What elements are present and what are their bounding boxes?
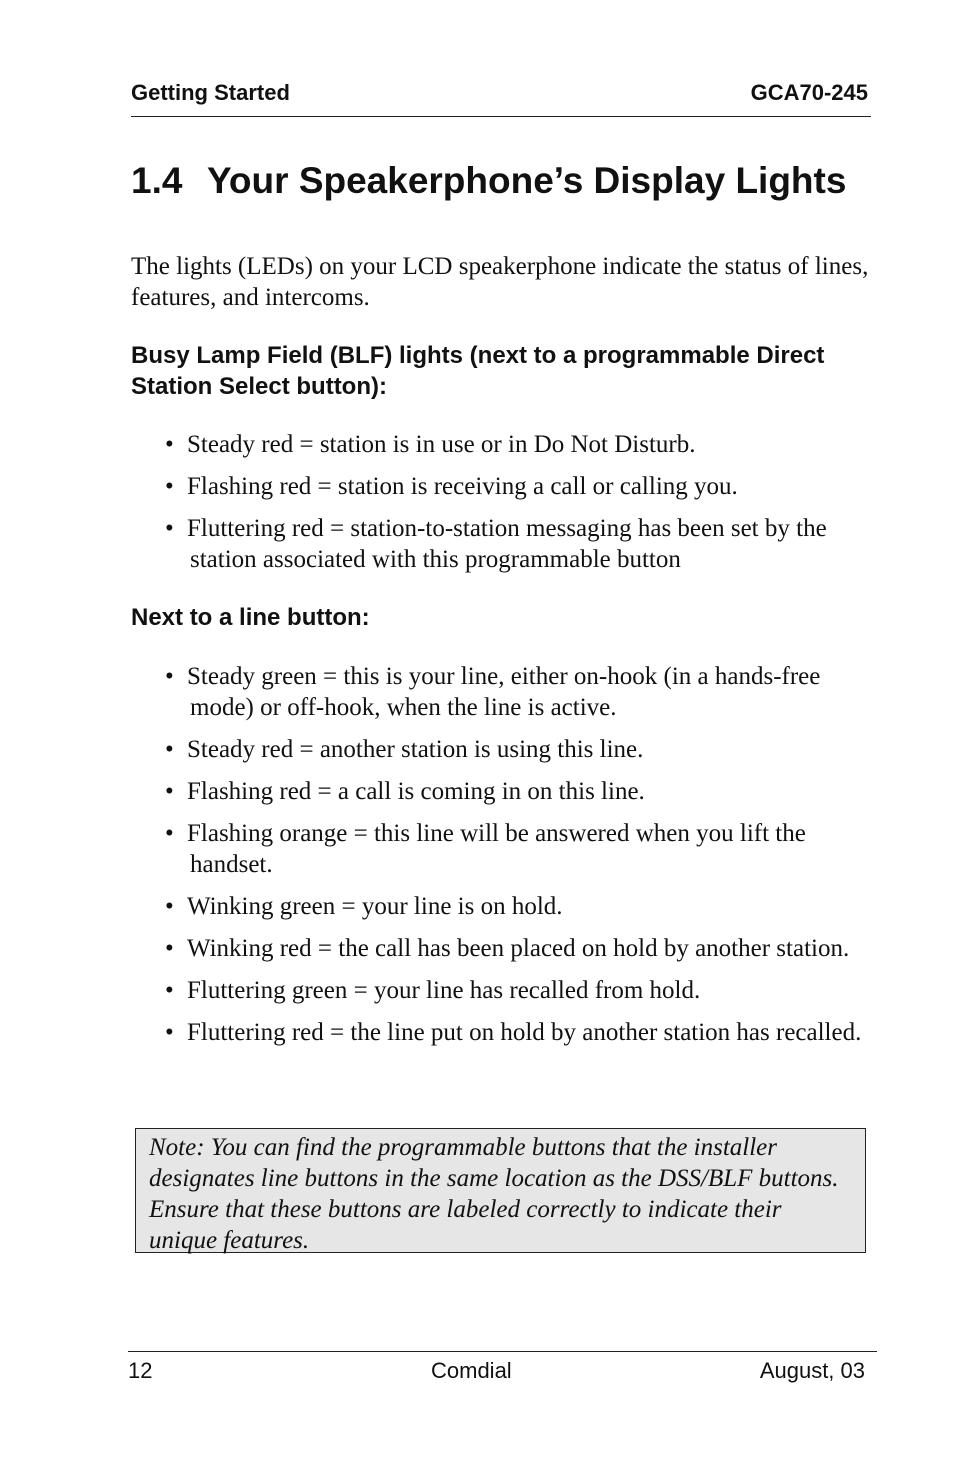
bullet-icon: • bbox=[165, 473, 174, 500]
list-item bbox=[165, 1017, 871, 1048]
bullet-icon: • bbox=[165, 820, 174, 847]
header-section-title: Getting Started bbox=[131, 80, 290, 105]
list-item bbox=[165, 776, 871, 807]
page-footer bbox=[128, 1351, 877, 1384]
list-item bbox=[165, 734, 871, 765]
bullet-icon: • bbox=[165, 515, 174, 542]
list-item bbox=[165, 933, 871, 964]
bullet-icon: • bbox=[165, 778, 174, 805]
header-document-number: GCA70-245 bbox=[750, 80, 868, 105]
list-item-text: Fluttering green = your line has recalled from hold. bbox=[187, 977, 701, 1004]
line-button-heading: Next to a line button: bbox=[131, 604, 370, 631]
list-item-text: Steady green = this is your line, either on-hook (in a hands-free mode) or off-hook, when the line is active. bbox=[187, 663, 821, 721]
bullet-icon: • bbox=[165, 1019, 174, 1046]
blf-lights-heading: Busy Lamp Field (BLF) lights (next to a programmable Direct Station Select button): bbox=[131, 342, 825, 400]
section-number: 1.4 bbox=[131, 160, 183, 201]
bullet-icon: • bbox=[165, 977, 174, 1004]
list-item bbox=[165, 818, 871, 880]
list-item bbox=[165, 471, 871, 502]
bullet-icon: • bbox=[165, 893, 174, 920]
list-item-text: Steady red = station is in use or in Do Not Disturb. bbox=[187, 431, 696, 458]
list-item bbox=[165, 429, 871, 460]
section-title-text: Your Speakerphone’s Display Lights bbox=[207, 160, 847, 201]
page-header bbox=[131, 80, 871, 117]
note-box: Note: You can find the programmable buttons that the installer designates line buttons in the same location as the DSS/BLF buttons. Ensure that these buttons are labeled correctly to indicate their unique features. bbox=[135, 1128, 866, 1253]
list-item-text: Fluttering red = station-to-station messaging has been set by the station associated with this programmable button bbox=[187, 515, 827, 573]
footer-date: August, 03 bbox=[759, 1358, 865, 1383]
list-item bbox=[165, 661, 871, 723]
list-item-text: Fluttering red = the line put on hold by another station has recalled. bbox=[187, 1019, 862, 1046]
bullet-icon: • bbox=[165, 431, 174, 458]
list-item bbox=[165, 513, 871, 575]
footer-company: Comdial bbox=[431, 1358, 512, 1383]
list-item-text: Flashing red = a call is coming in on this line. bbox=[187, 778, 645, 805]
section-title bbox=[131, 160, 846, 202]
list-item-text: Flashing red = station is receiving a call or calling you. bbox=[187, 473, 738, 500]
list-item bbox=[165, 891, 871, 922]
list-item-text: Winking green = your line is on hold. bbox=[187, 893, 563, 920]
bullet-icon: • bbox=[165, 736, 174, 763]
list-item-text: Steady red = another station is using this line. bbox=[187, 736, 644, 763]
blf-lights-list bbox=[165, 429, 871, 586]
page-number: 12 bbox=[128, 1358, 153, 1383]
list-item bbox=[165, 975, 871, 1006]
list-item-text: Flashing orange = this line will be answered when you lift the handset. bbox=[187, 820, 806, 878]
bullet-icon: • bbox=[165, 663, 174, 690]
list-item-text: Winking red = the call has been placed on hold by another station. bbox=[187, 935, 850, 962]
line-button-list bbox=[165, 661, 871, 1059]
intro-paragraph: The lights (LEDs) on your LCD speakerphone indicate the status of lines, features, and intercoms. bbox=[131, 253, 869, 311]
bullet-icon: • bbox=[165, 935, 174, 962]
